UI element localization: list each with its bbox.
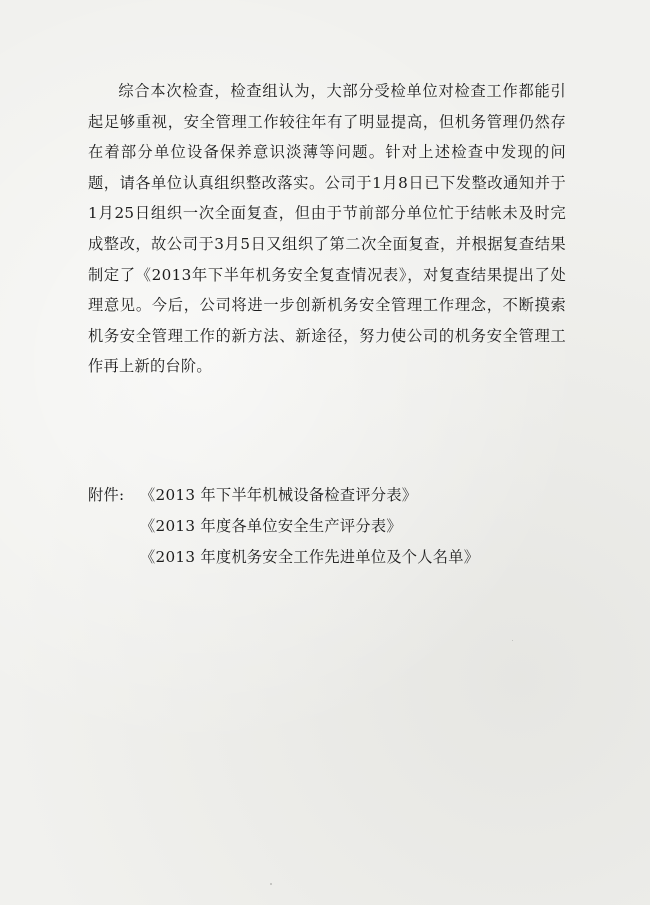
paper-speck xyxy=(512,640,513,641)
body-paragraph: 综合本次检查，检查组认为，大部分受检单位对检查工作都能引起足够重视，安全管理工作较往年有了明显提高，但机务管理仍然存在着部分单位设备保养意识淡薄等问题。针对上述检查中发现的问题，请各单位认真组织整改落实。公司于1月8日已下发整改通知并于1月25日组织一次全面复查，但由于节前部分单位忙于结帐未及时完成整改，故公司于3月5日又组织了第二次全面复查，并根据复查结果制定了《2013年下半年机务安全复查情况表》，对复查结果提出了处理意见。今后，公司将进一步创新机务安全管理工作理念，不断摸索机务安全管理工作的新方法、新途径，努力使公司的机务安全管理工作再上新的台阶。 xyxy=(88,82,566,376)
attachment-row-2 xyxy=(88,511,568,542)
attachment-item: 《2013 年度各单位安全生产评分表》 xyxy=(140,517,402,535)
attachment-row-3 xyxy=(88,542,568,573)
attachment-item: 《2013 年下半年机械设备检查评分表》 xyxy=(140,486,418,504)
attachments-section xyxy=(88,480,568,573)
attachments-label: 附件: xyxy=(88,486,125,504)
paper-speck xyxy=(270,883,272,885)
attachment-row-1 xyxy=(88,480,568,511)
attachment-item: 《2013 年度机务安全工作先进单位及个人名单》 xyxy=(140,548,480,566)
